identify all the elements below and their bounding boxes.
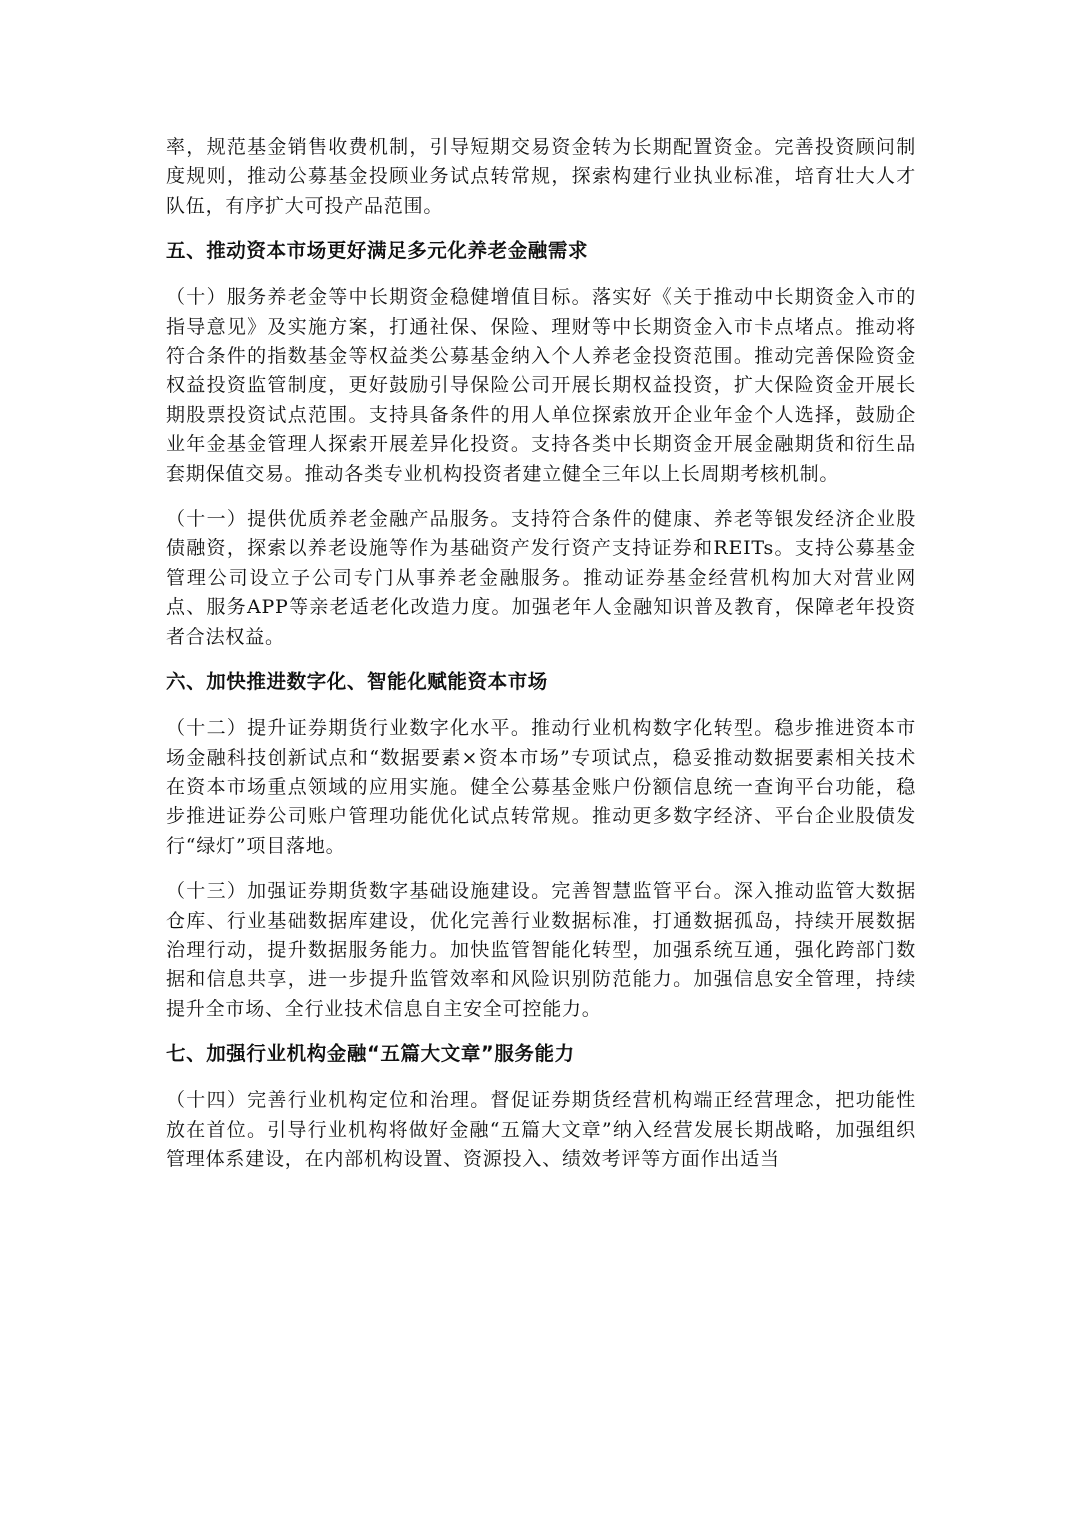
document-page xyxy=(166,133,916,1174)
paragraph-item-12: （十二）提升证券期货行业数字化水平。推动行业机构数字化转型。稳步推进资本市场金融科技创新试点和“数据要素×资本市场”专项试点，稳妥推动数据要素相关技术在资本市场重点领域的应用实施。健全公募基金账户份额信息统一查询平台功能，稳步推进证券公司账户管理功能优化试点转常规。推动更多数字经济、平台企业股债发行“绿灯”项目落地。 xyxy=(166,717,916,857)
paragraph-item-13: （十三）加强证券期货数字基础设施建设。完善智慧监管平台。深入推动监管大数据仓库、行业基础数据库建设，优化完善行业数据标准，打通数据孤岛，持续开展数据治理行动，提升数据服务能力。加快监管智能化转型，加强系统互通，强化跨部门数据和信息共享，进一步提升监管效率和风险识别防范能力。加强信息安全管理，持续提升全市场、全行业技术信息自主安全可控能力。 xyxy=(166,880,916,1020)
paragraph-item-10: （十）服务养老金等中长期资金稳健增值目标。落实好《关于推动中长期资金入市的指导意见》及实施方案，打通社保、保险、理财等中长期资金入市卡点堵点。推动将符合条件的指数基金等权益类公募基金纳入个人养老金投资范围。推动完善保险资金权益投资监管制度，更好鼓励引导保险公司开展长期权益投资，扩大保险资金开展长期股票投资试点范围。支持具备条件的用人单位探索放开企业年金个人选择，鼓励企业年金基金管理人探索开展差异化投资。支持各类中长期资金开展金融期货和衍生品套期保值交易。推动各类专业机构投资者建立健全三年以上长周期考核机制。 xyxy=(166,286,916,485)
section-heading-5: 五、推动资本市场更好满足多元化养老金融需求 xyxy=(166,239,589,263)
paragraph-item-11: （十一）提供优质养老金融产品服务。支持符合条件的健康、养老等银发经济企业股债融资，探索以养老设施等作为基础资产发行资产支持证券和REITs。支持公募基金管理公司设立子公司专门从事养老金融服务。推动证券基金经营机构加大对营业网点、服务APP等亲老适老化改造力度。加强老年人金融知识普及教育，保障老年投资者合法权益。 xyxy=(166,508,916,648)
section-heading-6: 六、加快推进数字化、智能化赋能资本市场 xyxy=(166,670,548,694)
paragraph-continuation: 率，规范基金销售收费机制，引导短期交易资金转为长期配置资金。完善投资顾问制度规则，推动公募基金投顾业务试点转常规，探索构建行业执业标准，培育壮大人才队伍，有序扩大可投产品范围。 xyxy=(166,136,916,217)
section-heading-7: 七、加强行业机构金融“五篇大文章”服务能力 xyxy=(166,1042,575,1066)
paragraph-item-14: （十四）完善行业机构定位和治理。督促证券期货经营机构端正经营理念，把功能性放在首位。引导行业机构将做好金融“五篇大文章”纳入经营发展长期战略，加强组织管理体系建设，在内部机构设置、资源投入、绩效考评等方面作出适当 xyxy=(166,1089,916,1170)
